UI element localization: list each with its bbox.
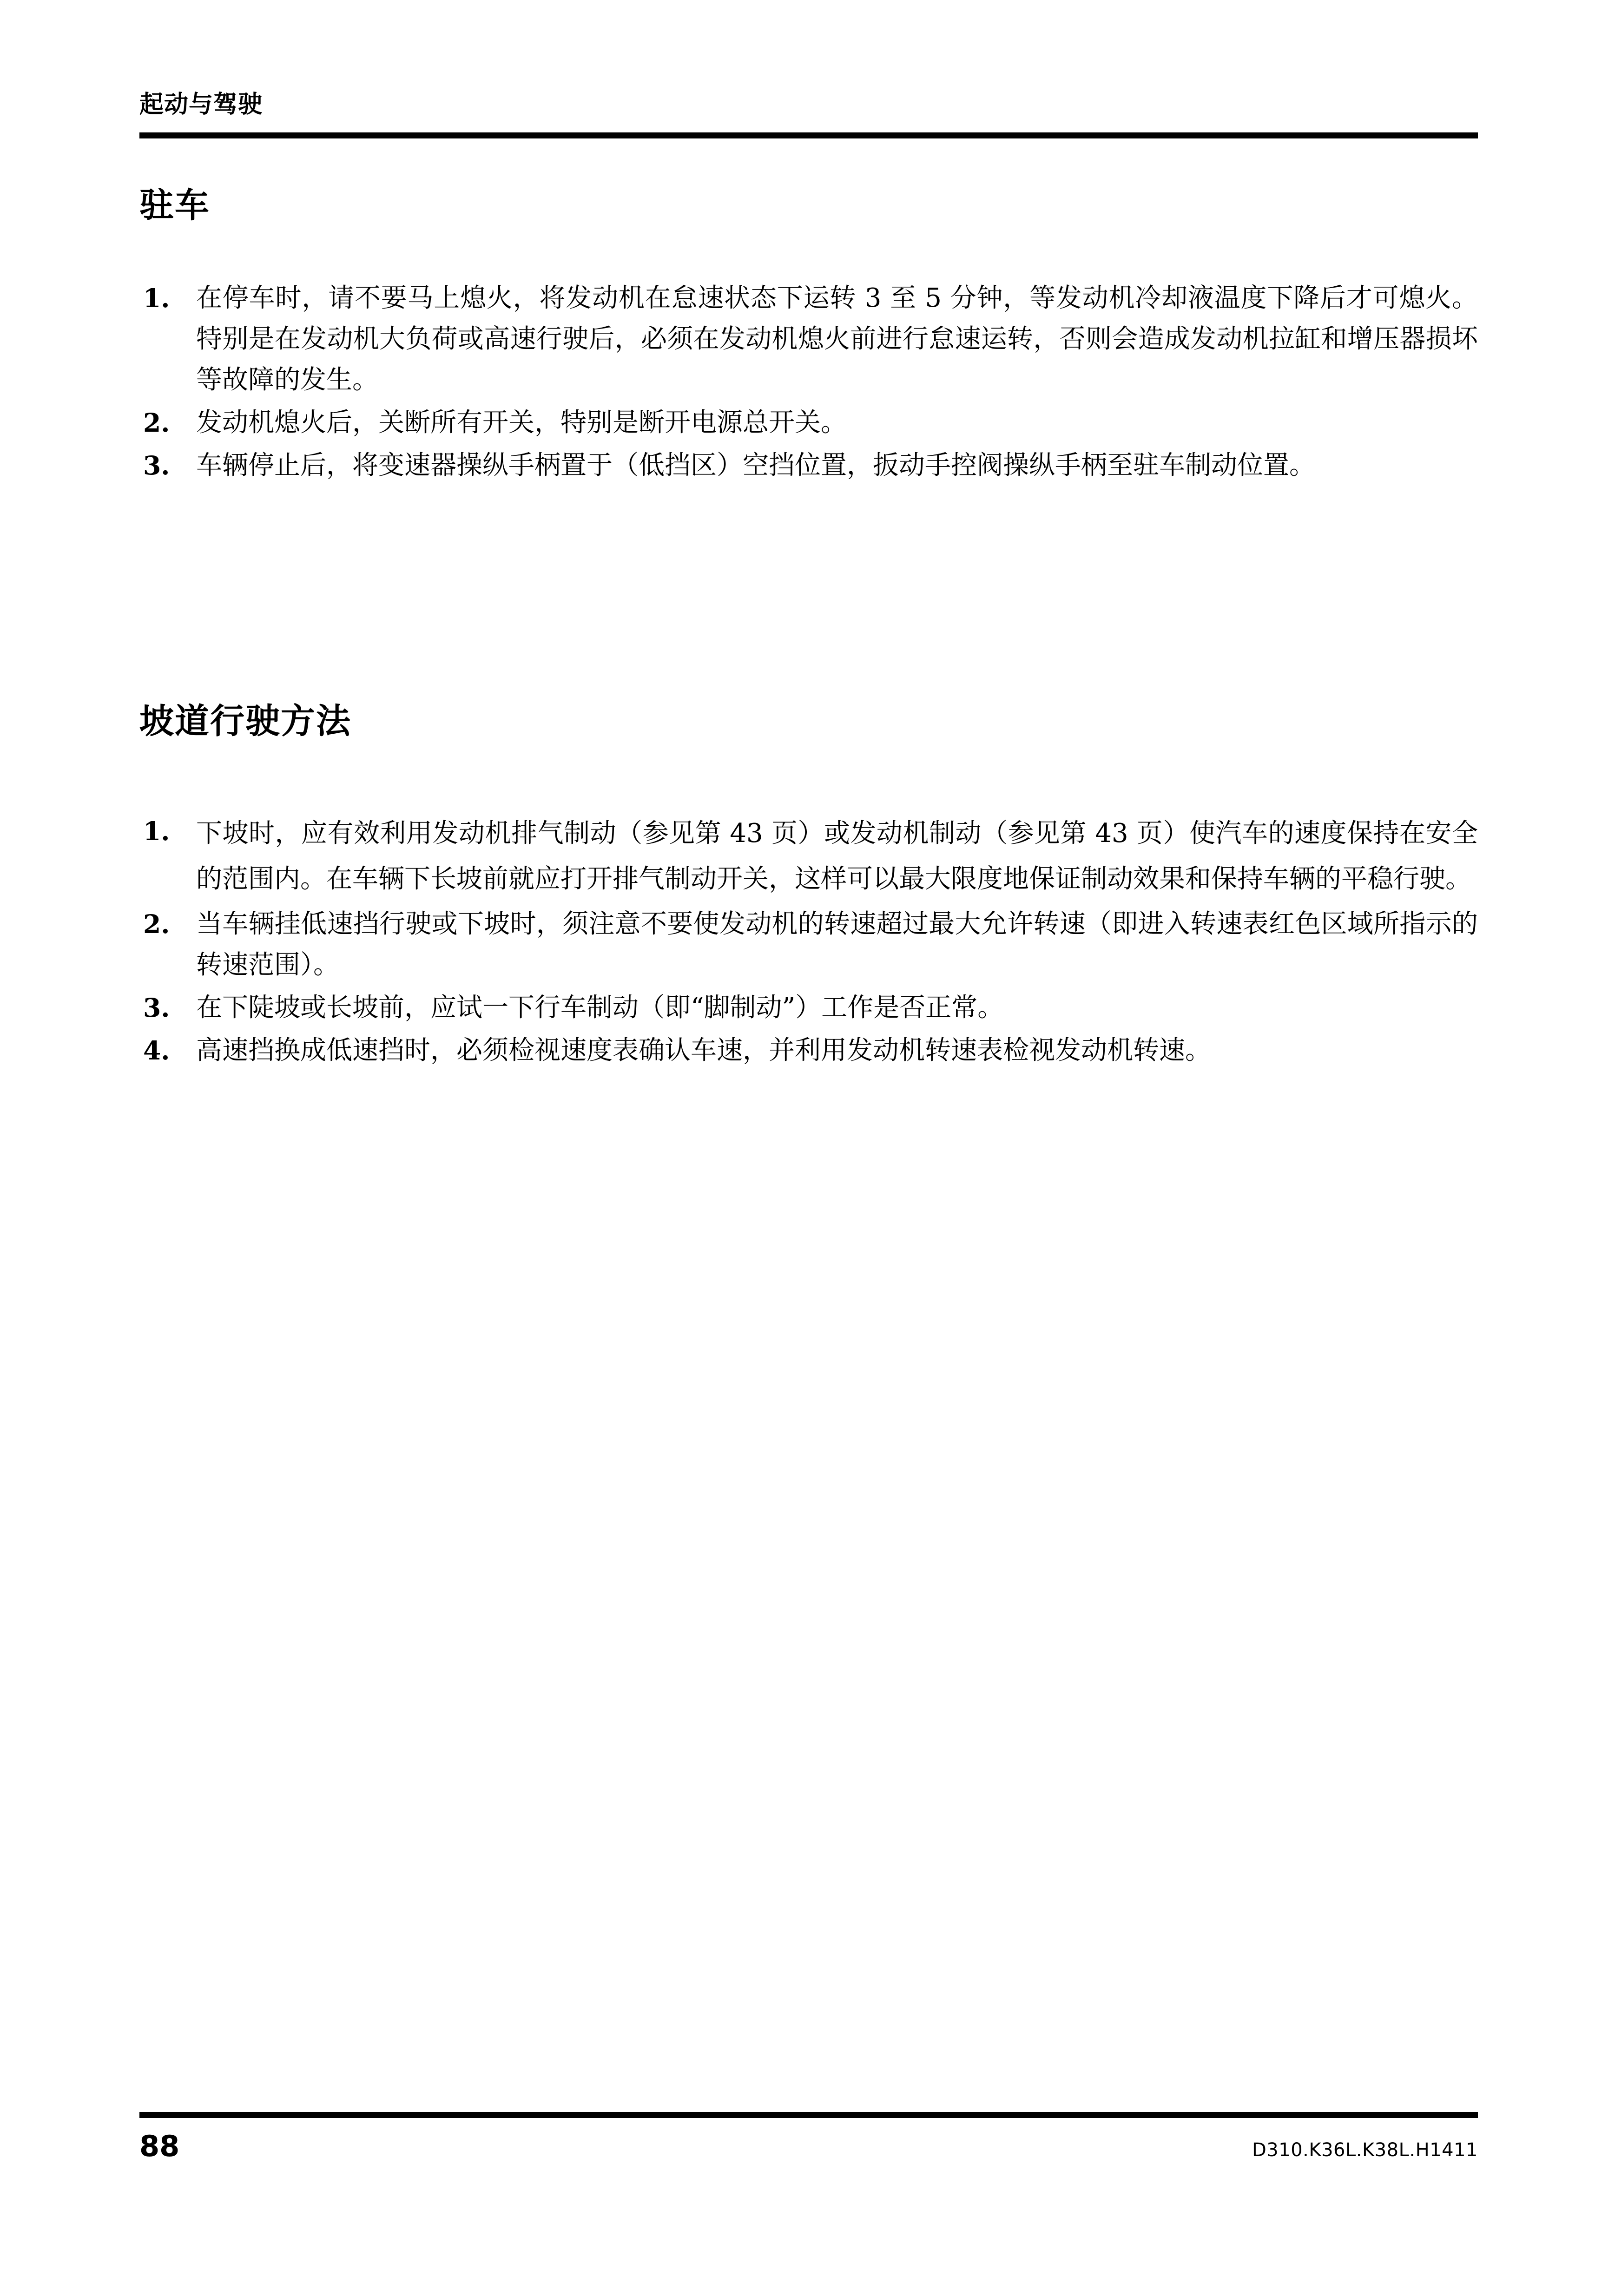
list-item (139, 811, 1478, 902)
list-item (139, 278, 1478, 401)
page-footer (139, 2112, 1478, 2163)
page-number: 88 (139, 2129, 180, 2163)
header-divider (139, 132, 1478, 138)
list-item (139, 445, 1478, 486)
list-item (139, 402, 1478, 443)
list-parking (139, 278, 1478, 488)
section-title-parking: 驻车 (139, 185, 210, 225)
list-item-text: 高速挡换成低速挡时，必须检视速度表确认车速，并利用发动机转速表检视发动机转速。 (196, 1035, 1211, 1066)
page-header (139, 91, 1478, 138)
list-item (139, 987, 1478, 1028)
list-item-text: 车辆停止后，将变速器操纵手柄置于（低挡区）空挡位置，扳动手控阀操纵手柄至驻车制动位置。 (196, 450, 1315, 480)
list-slope-driving (139, 811, 1478, 1073)
list-item (139, 1030, 1478, 1071)
list-item (139, 904, 1478, 986)
list-item-number: 1. (143, 283, 170, 313)
list-item-text: 在下陡坡或长坡前，应试一下行车制动（即“脚制动”）工作是否正常。 (196, 993, 1004, 1023)
footer-row (139, 2130, 1478, 2163)
document-code: D310.K36L.K38L.H1411 (1252, 2139, 1478, 2161)
list-item-number: 1. (143, 816, 170, 846)
footer-divider (139, 2112, 1478, 2118)
list-item-text: 当车辆挂低速挡行驶或下坡时，须注意不要使发动机的转速超过最大允许转速（即进入转速表红色区域所指示的转速范围）。 (196, 909, 1478, 980)
list-item-number: 2. (143, 909, 170, 939)
list-item-number: 2. (143, 408, 170, 438)
list-item-number: 3. (143, 450, 170, 480)
list-item-text: 发动机熄火后，关断所有开关，特别是断开电源总开关。 (196, 408, 847, 438)
list-item-number: 4. (143, 1035, 170, 1066)
list-item-number: 3. (143, 993, 170, 1023)
list-item-text: 在停车时，请不要马上熄火，将发动机在怠速状态下运转 3 至 5 分钟，等发动机冷却液温度下降后才可熄火。特别是在发动机大负荷或高速行驶后，必须在发动机熄火前进行怠速运转，否则会造成发动机拉缸和增压器损坏等故障的发生。 (196, 283, 1478, 395)
section-title-slope-driving: 坡道行驶方法 (139, 701, 351, 741)
running-head: 起动与驾驶 (139, 91, 263, 118)
list-item-text: 下坡时，应有效利用发动机排气制动（参见第 43 页）或发动机制动（参见第 43 页）使汽车的速度保持在安全的范围内。在车辆下长坡前就应打开排气制动开关，这样可以最大限度地保证制动效果和保持车辆的平稳行驶。 (196, 818, 1478, 894)
